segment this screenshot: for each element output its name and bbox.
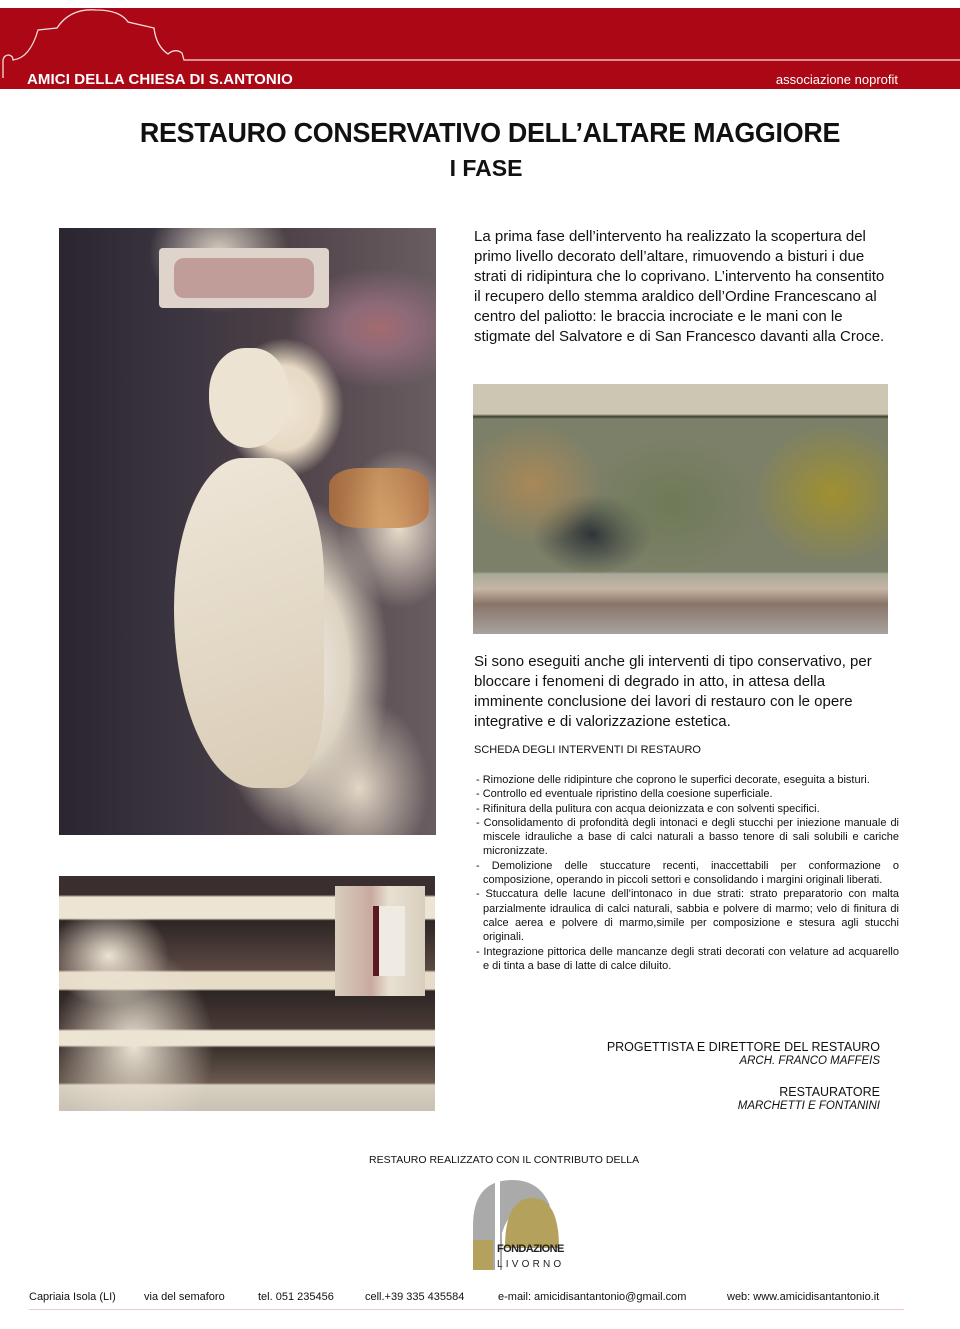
list-item: - Stuccatura delle lacune dell’intonaco in due strati: strato preparatorio con malta parzialmente idraulica di calci naturali, sabbia e polvere di marmo; velo di finitura di calce aerea e polvere di marmo,simile per composizione e stesura agli stucchi originali. <box>476 888 899 944</box>
list-item: - Controllo ed eventuale ripristino della coesione superficiale. <box>476 788 773 801</box>
conservation-paragraph: Si sono eseguiti anche gli interventi di tipo conservativo, per bloccare i fenomeni di degrado in atto, in attesa della imminente conclusione dei lavori di restauro con le opere integrative e di valorizzazione estetica. <box>474 653 872 730</box>
intro-paragraph: La prima fase dell’intervento ha realizzato la scopertura del primo livello decorato dell’altare, rimuovendo a bisturi i due strati di ridipintura che lo coprivano. L’intervento ha consentito il recupero dello stemma araldico dell’Ordine Francescano al centro del paliotto: le braccia incrociate e le mani con le stigmate del Salvatore e di San Francesco davanti alla Croce. <box>474 228 885 345</box>
list-item: - Rimozione delle ridipinture che coprono le superfici decorate, eseguita a bisturi. <box>476 774 870 786</box>
credit-role: PROGETTISTA E DIRETTORE DEL RESTAURO <box>606 1040 880 1054</box>
sponsor-name-line1: FONDAZIONE <box>497 1243 564 1255</box>
footer-cell: cell.+39 335 435584 <box>365 1291 465 1303</box>
sponsor-name-line2: LIVORNO <box>497 1259 565 1270</box>
paliotto-stemma-photo <box>473 384 888 634</box>
footer-web[interactable]: web: www.amicidisantantonio.it <box>727 1291 880 1303</box>
ochre-leaves <box>329 468 429 528</box>
altar-steps-inlay-photo <box>59 876 435 1111</box>
credit-director <box>607 1040 880 1067</box>
cherub-head <box>209 348 289 448</box>
sponsor-label: RESTAURO REALIZZATO CON IL CONTRIBUTO DELLA <box>369 1154 640 1166</box>
list-item: - Consolidamento di profondità degli intonaci e degli stucchi per iniezione manuale di miscele idrauliche a base di calci naturali a basso tenore di sali solubili e cariche micronizzate. <box>476 816 899 858</box>
list-item: - Integrazione pittorica delle mancanze degli strati decorati con velature ad acquarello e di tinta a base di latte di calce diluito. <box>476 945 899 972</box>
tabernacle-door <box>373 906 405 976</box>
page-title: RESTAURO CONSERVATIVO DELL’ALTARE MAGGIORE <box>139 117 841 148</box>
credit-restorer <box>738 1085 880 1112</box>
list-item: - Rifinitura della pulitura con acqua deionizzata e con solventi specifici. <box>476 802 820 815</box>
header-banner <box>0 8 960 89</box>
footer-city: Capriaia Isola (LI) <box>29 1291 116 1303</box>
org-name: AMICI DELLA CHIESA DI S.ANTONIO <box>27 71 293 88</box>
interventions-list <box>474 773 899 973</box>
cartouche-detail <box>174 258 314 298</box>
credit-name: ARCH. FRANCO MAFFEIS <box>739 1055 880 1067</box>
footer-street: via del semaforo <box>144 1291 225 1303</box>
credit-role: RESTAURATORE <box>779 1085 880 1099</box>
footer-contacts <box>29 1288 904 1310</box>
page-subtitle: I FASE <box>449 155 523 181</box>
carved-scroll <box>174 458 324 788</box>
altar-cherub-corbel-photo <box>59 228 436 835</box>
footer-tel: tel. 051 235456 <box>258 1291 334 1303</box>
org-tagline: associazione noprofit <box>775 72 898 87</box>
scheda-heading: SCHEDA DEGLI INTERVENTI DI RESTAURO <box>474 744 701 756</box>
list-item: - Demolizione delle stuccature recenti, inaccettabili per conformazione o composizione, operando in piccoli settori e consolidando i margini originali liberati. <box>476 859 899 887</box>
credit-name: MARCHETTI E FONTANINI <box>737 1100 880 1112</box>
footer-email[interactable]: e-mail: amicidisantantonio@gmail.com <box>498 1291 687 1303</box>
